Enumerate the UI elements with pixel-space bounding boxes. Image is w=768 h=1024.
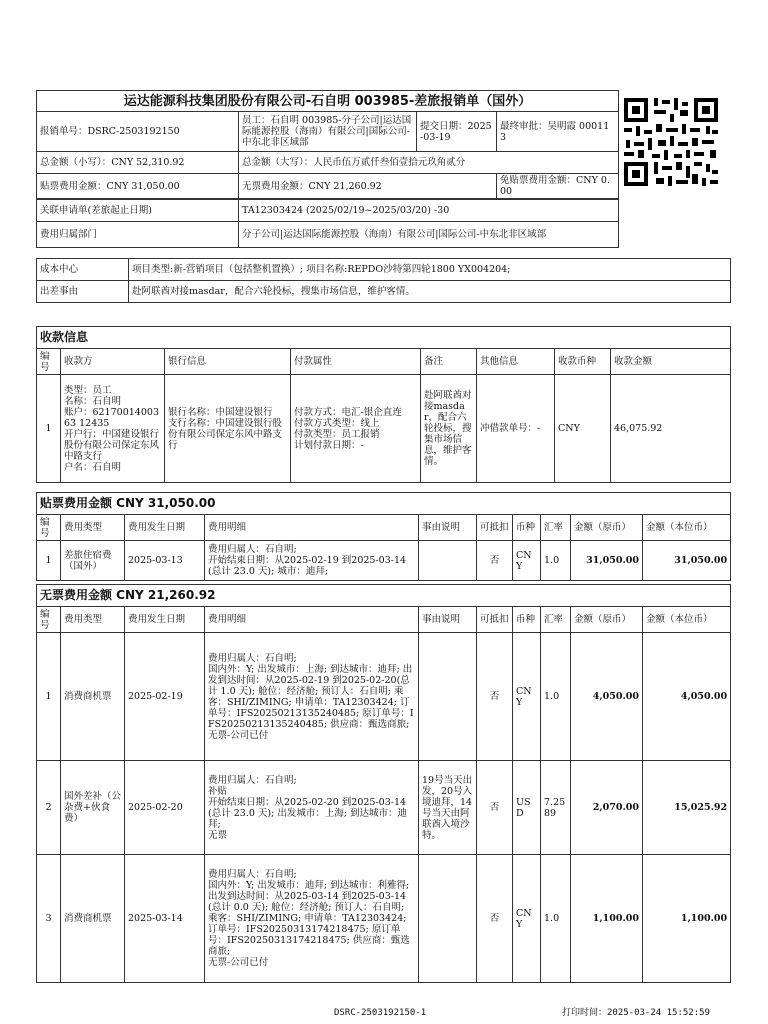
payment-header-row xyxy=(37,349,731,375)
expense-date: 2025-03-14 xyxy=(125,855,205,983)
expense-detail: 费用归属人：石自明; 国内外：Y; 出发城市：上海; 到达城市：迪拜; 出发到达时间：从2025-02-19 到2025-02-20(总计 1.0 天); 舱位：经济舱; 预订人：石自明; 乘客：SHI/ZIMING; 申请单：TA12303424; 订单号：IFS20250213135240485; 原订单号：IFS20250213135240485; 供应商：甄选商旅; 无票-公司已付 xyxy=(205,633,419,761)
rate: 1.0 xyxy=(541,855,571,983)
cost-table xyxy=(36,258,731,303)
expense-detail: 费用归属人：石自明; 开始结束日期：从2025-02-19 到2025-03-14(总计 23.0 天); 城市：迪拜; xyxy=(205,541,419,581)
currency: CNY xyxy=(513,541,541,581)
payee-cell: 类型：员工 名称：石自明 账户：6217001400363 12435 开户行：中国建设银行股份有限公司保定东风中路支行 户名：石自明 xyxy=(61,375,165,483)
dept-label: 费用归属部门 xyxy=(37,222,239,248)
row-number: 1 xyxy=(37,375,61,483)
col-header: 可抵扣 xyxy=(477,607,513,633)
amount-original: 1,100.00 xyxy=(571,855,643,983)
pay-attr-cell: 付款方式：电汇-银企直连 付款方式类型：线上 付款类型：员工报销 计划付款日期：- xyxy=(291,375,421,483)
expense-type: 国外差补（公杂费+伙食费） xyxy=(61,761,125,855)
ticket-section-title: 贴票费用金额 CNY 31,050.00 xyxy=(37,493,731,515)
noticket-table xyxy=(36,584,731,983)
cost-center-label: 成本中心 xyxy=(37,259,129,281)
deductible: 否 xyxy=(477,541,513,581)
deductible: 否 xyxy=(477,761,513,855)
expense-type: 差旅住宿费（国外） xyxy=(61,541,125,581)
col-header: 编号 xyxy=(37,607,61,633)
table-row xyxy=(37,375,731,483)
expense-reason: 19号当天出发，20号入境迪拜，14号当天由阿联酋入境沙特。 xyxy=(419,761,477,855)
col-header: 编号 xyxy=(37,349,61,375)
no-ticket-amount: 无票费用金额：CNY 21,260.92 xyxy=(239,174,497,199)
row-number: 3 xyxy=(37,855,61,983)
submit-date: 提交日期：2025-03-19 xyxy=(417,112,497,152)
col-header: 费用类型 xyxy=(61,515,125,541)
col-header: 收款方 xyxy=(61,349,165,375)
remark-cell: 赴阿联酋对接masdar，配合六轮投标，搜集市场信息，维护客情。 xyxy=(421,375,477,483)
col-header: 编号 xyxy=(37,515,61,541)
col-header: 付款属性 xyxy=(291,349,421,375)
table-row xyxy=(37,855,731,983)
amount-base: 4,050.00 xyxy=(643,633,731,761)
expense-detail: 费用归属人：石自明; 补贴 开始结束日期：从2025-02-20 到2025-03-14(总计 23.0 天); 出发城市：上海; 到达城市：迪拜; 无票 xyxy=(205,761,419,855)
deductible: 否 xyxy=(477,855,513,983)
rate: 7.2589 xyxy=(541,761,571,855)
col-header: 金额（本位币） xyxy=(643,607,731,633)
amount-original: 31,050.00 xyxy=(571,541,643,581)
table-row xyxy=(37,541,731,581)
ticket-header-row xyxy=(37,515,731,541)
print-time: 打印时间：2025-03-24 15:52:59 xyxy=(562,1008,710,1018)
trip-reason-label: 出差事由 xyxy=(37,281,129,303)
deductible: 否 xyxy=(477,633,513,761)
total-small: 总金额（小写）：CNY 52,310.92 xyxy=(37,152,239,174)
col-header: 金额（本位币） xyxy=(643,515,731,541)
amount-cell: 46,075.92 xyxy=(611,375,731,483)
table-row xyxy=(37,761,731,855)
expense-type: 消费商机票 xyxy=(61,855,125,983)
col-header: 费用明细 xyxy=(205,515,419,541)
rate: 1.0 xyxy=(541,541,571,581)
ticket-table xyxy=(36,492,731,581)
bank-cell: 银行名称：中国建设银行 支行名称：中国建设银行股份有限公司保定东风中路支行 xyxy=(165,375,291,483)
col-header: 银行信息 xyxy=(165,349,291,375)
document-title: 运达能源科技集团股份有限公司-石自明 003985-差旅报销单（国外） xyxy=(37,91,619,112)
expense-reason xyxy=(419,855,477,983)
header-table-2 xyxy=(36,199,619,248)
linked-value: TA12303424 (2025/02/19~2025/03/20) -30 xyxy=(239,200,619,222)
col-header: 金额（原币） xyxy=(571,607,643,633)
col-header: 收款币种 xyxy=(555,349,611,375)
col-header: 事由说明 xyxy=(419,607,477,633)
amount-original: 4,050.00 xyxy=(571,633,643,761)
employee-info: 员工：石自明 003985-分子公司|运达国际能源控股（海南）有限公司|国际公司-中东北非区域部 xyxy=(239,112,417,152)
other-cell: 冲借款单号：- xyxy=(477,375,555,483)
col-header: 备注 xyxy=(421,349,477,375)
noticket-section-title: 无票费用金额 CNY 21,260.92 xyxy=(37,585,731,607)
qr-code-icon xyxy=(622,96,720,188)
ticket-amount: 贴票费用金额：CNY 31,050.00 xyxy=(37,174,239,199)
col-header: 收款金额 xyxy=(611,349,731,375)
col-header: 币种 xyxy=(513,607,541,633)
amount-base: 31,050.00 xyxy=(643,541,731,581)
col-header: 费用明细 xyxy=(205,607,419,633)
rate: 1.0 xyxy=(541,633,571,761)
row-number: 1 xyxy=(37,633,61,761)
page-id: DSRC-2503192150-1 xyxy=(334,1008,427,1018)
amount-base: 15,025.92 xyxy=(643,761,731,855)
currency: USD xyxy=(513,761,541,855)
total-big: 总金额（大写）：人民币伍万贰仟叁佰壹拾元玖角贰分 xyxy=(239,152,619,174)
noticket-header-row xyxy=(37,607,731,633)
col-header: 事由说明 xyxy=(419,515,477,541)
table-row xyxy=(37,633,731,761)
expense-type: 消费商机票 xyxy=(61,633,125,761)
trip-reason-value: 赴阿联酋对接masdar，配合六轮投标，搜集市场信息，维护客情。 xyxy=(129,281,731,303)
row-number: 1 xyxy=(37,541,61,581)
payment-table xyxy=(36,326,731,483)
col-header: 可抵扣 xyxy=(477,515,513,541)
col-header: 费用发生日期 xyxy=(125,607,205,633)
expense-detail: 费用归属人：石自明; 国内外：Y; 出发城市：迪拜; 到达城市：利雅得; 出发到达时间：从2025-03-14 到2025-03-14(总计 0.0 天); 舱位：经济舱; 预订人：石自明; 乘客：SHI/ZIMING; 申请单：TA12303424; 订单号：IFS20250313174218475; 原订单号：IFS20250313174218475; 供应商：甄选商旅; 无票-公司已付 xyxy=(205,855,419,983)
expense-reason xyxy=(419,633,477,761)
expense-date: 2025-02-19 xyxy=(125,633,205,761)
expense-date: 2025-03-13 xyxy=(125,541,205,581)
col-header: 费用发生日期 xyxy=(125,515,205,541)
col-header: 币种 xyxy=(513,515,541,541)
amount-original: 2,070.00 xyxy=(571,761,643,855)
col-header: 汇率 xyxy=(541,607,571,633)
row-number: 2 xyxy=(37,761,61,855)
amount-base: 1,100.00 xyxy=(643,855,731,983)
dept-value: 分子公司|运达国际能源控股（海南）有限公司|国际公司-中东北非区域部 xyxy=(239,222,619,248)
cost-center-value: 项目类型:新-营销项目（包括整机置换）; 项目名称:REPDO沙特第四轮1800 YX004204; xyxy=(129,259,731,281)
col-header: 金额（原币） xyxy=(571,515,643,541)
expense-reason xyxy=(419,541,477,581)
currency: CNY xyxy=(513,633,541,761)
header-table xyxy=(36,90,619,199)
free-ticket-amount: 免贴票费用金额：CNY 0.00 xyxy=(497,174,619,199)
currency-cell: CNY xyxy=(555,375,611,483)
payment-section-title: 收款信息 xyxy=(37,327,731,349)
col-header: 其他信息 xyxy=(477,349,555,375)
expense-date: 2025-02-20 xyxy=(125,761,205,855)
final-approver: 最终审批：吴明霞 000113 xyxy=(497,112,619,152)
col-header: 费用类型 xyxy=(61,607,125,633)
currency: CNY xyxy=(513,855,541,983)
report-number: 报销单号：DSRC-2503192150 xyxy=(37,112,239,152)
col-header: 汇率 xyxy=(541,515,571,541)
linked-label: 关联申请单(差旅起止日期) xyxy=(37,200,239,222)
